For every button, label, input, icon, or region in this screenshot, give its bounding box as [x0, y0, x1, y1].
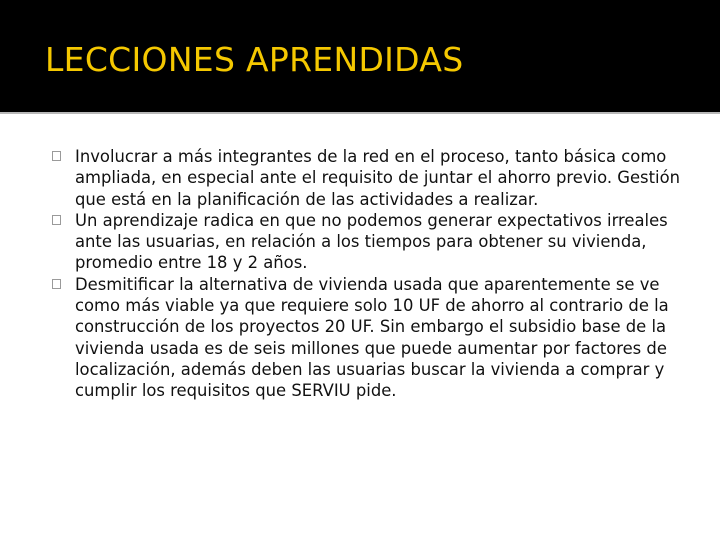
- title-bar: [0, 0, 720, 112]
- bullet-item: [50, 146, 686, 210]
- bullet-square-icon: [52, 215, 61, 225]
- bullet-list: [50, 146, 686, 402]
- bullet-square-icon: [52, 279, 61, 289]
- bullet-item: [50, 274, 686, 402]
- bullet-text: Involucrar a más integrantes de la red en el proceso, tanto básica como ampliada, en especial ante el requisito de juntar el ahorro previo. Gestión que está en la planificación de las actividades a realizar.: [75, 147, 680, 209]
- bullet-item: [50, 210, 686, 274]
- bullet-square-icon: [52, 151, 61, 161]
- bullet-text: Desmitificar la alternativa de vivienda usada que aparentemente se ve como más viable ya que requiere solo 10 UF de ahorro al contrario de la construcción de los proyectos 20 UF. Sin embargo el subsidio base de la vivienda usada es de seis millones que puede aumentar por factores de localización, además deben las usuarias buscar la vivienda a comprar y cumplir los requisitos que SERVIU pide.: [75, 274, 669, 401]
- slide-title: LECCIONES APRENDIDAS: [45, 40, 464, 79]
- bullet-text: Un aprendizaje radica en que no podemos generar expectativos irreales ante las usuarias, en relación a los tiempos para obtener su vivienda, promedio entre 18 y 2 años.: [75, 210, 668, 273]
- title-divider: [0, 112, 720, 114]
